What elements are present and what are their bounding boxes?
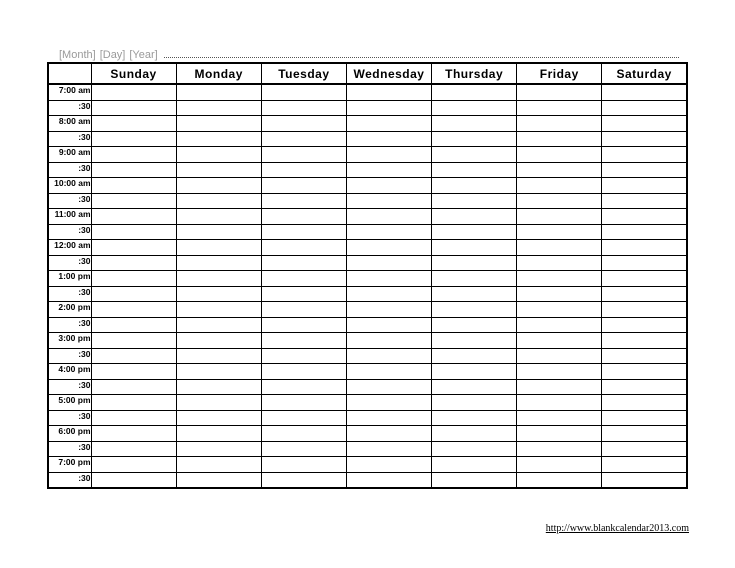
schedule-cell[interactable] — [432, 333, 517, 349]
schedule-cell[interactable] — [91, 395, 176, 411]
schedule-cell[interactable] — [602, 395, 687, 411]
schedule-cell[interactable] — [91, 379, 176, 395]
time-slot-row — [48, 147, 687, 163]
schedule-cell[interactable] — [176, 255, 261, 271]
day-header: Sunday — [91, 63, 176, 84]
schedule-cell[interactable] — [517, 100, 602, 116]
time-label: 11:00 am — [48, 209, 91, 225]
year-field[interactable]: [Year] — [129, 49, 158, 61]
time-slot-row — [48, 131, 687, 147]
time-label: :30 — [48, 255, 91, 271]
schedule-cell[interactable] — [602, 348, 687, 364]
time-slot-row — [48, 302, 687, 318]
schedule-cell[interactable] — [517, 209, 602, 225]
schedule-cell[interactable] — [91, 333, 176, 349]
schedule-cell[interactable] — [517, 302, 602, 318]
time-slot-row — [48, 224, 687, 240]
schedule-cell[interactable] — [432, 240, 517, 256]
time-slot-row — [48, 271, 687, 287]
schedule-cell[interactable] — [602, 224, 687, 240]
schedule-cell[interactable] — [517, 317, 602, 333]
schedule-cell[interactable] — [517, 426, 602, 442]
schedule-cell[interactable] — [432, 224, 517, 240]
time-slot-row — [48, 364, 687, 380]
schedule-cell[interactable] — [432, 116, 517, 132]
time-slot-row — [48, 116, 687, 132]
schedule-cell[interactable] — [261, 395, 346, 411]
time-label: :30 — [48, 410, 91, 426]
time-slot-row — [48, 240, 687, 256]
time-slot-row — [48, 286, 687, 302]
schedule-cell[interactable] — [517, 84, 602, 100]
schedule-cell[interactable] — [91, 131, 176, 147]
schedule-cell[interactable] — [602, 472, 687, 488]
schedule-cell[interactable] — [91, 348, 176, 364]
schedule-cell[interactable] — [346, 395, 431, 411]
schedule-cell[interactable] — [602, 100, 687, 116]
schedule-cell[interactable] — [517, 410, 602, 426]
time-label: 9:00 am — [48, 147, 91, 163]
schedule-cell[interactable] — [176, 178, 261, 194]
schedule-cell[interactable] — [602, 379, 687, 395]
schedule-cell[interactable] — [602, 209, 687, 225]
schedule-cell[interactable] — [517, 457, 602, 473]
schedule-cell[interactable] — [261, 100, 346, 116]
schedule-cell[interactable] — [346, 302, 431, 318]
time-slot-row — [48, 162, 687, 178]
schedule-cell[interactable] — [602, 364, 687, 380]
schedule-cell[interactable] — [432, 302, 517, 318]
time-label: :30 — [48, 317, 91, 333]
schedule-cell[interactable] — [176, 116, 261, 132]
time-label: :30 — [48, 379, 91, 395]
schedule-cell[interactable] — [602, 317, 687, 333]
schedule-cell[interactable] — [517, 286, 602, 302]
schedule-cell[interactable] — [432, 209, 517, 225]
schedule-cell[interactable] — [602, 131, 687, 147]
schedule-cell[interactable] — [176, 441, 261, 457]
schedule-cell[interactable] — [602, 178, 687, 194]
schedule-cell[interactable] — [91, 116, 176, 132]
schedule-cell[interactable] — [346, 147, 431, 163]
time-label: 2:00 pm — [48, 302, 91, 318]
time-label: 7:00 pm — [48, 457, 91, 473]
schedule-cell[interactable] — [432, 178, 517, 194]
schedule-cell[interactable] — [517, 472, 602, 488]
schedule-cell[interactable] — [176, 209, 261, 225]
schedule-cell[interactable] — [346, 255, 431, 271]
schedule-cell[interactable] — [517, 131, 602, 147]
schedule-cell[interactable] — [176, 224, 261, 240]
schedule-cell[interactable] — [91, 441, 176, 457]
schedule-cell[interactable] — [176, 348, 261, 364]
schedule-cell[interactable] — [91, 364, 176, 380]
schedule-cell[interactable] — [176, 162, 261, 178]
schedule-cell[interactable] — [432, 162, 517, 178]
schedule-cell[interactable] — [261, 131, 346, 147]
schedule-cell[interactable] — [91, 178, 176, 194]
time-label: 10:00 am — [48, 178, 91, 194]
schedule-cell[interactable] — [346, 286, 431, 302]
schedule-cell[interactable] — [91, 317, 176, 333]
time-slot-row — [48, 255, 687, 271]
schedule-cell[interactable] — [432, 379, 517, 395]
schedule-cell[interactable] — [176, 302, 261, 318]
time-label: :30 — [48, 441, 91, 457]
schedule-cell[interactable] — [602, 240, 687, 256]
time-label: :30 — [48, 224, 91, 240]
schedule-cell[interactable] — [346, 379, 431, 395]
schedule-cell[interactable] — [432, 255, 517, 271]
day-header: Thursday — [432, 63, 517, 84]
schedule-cell[interactable] — [176, 84, 261, 100]
schedule-cell[interactable] — [346, 317, 431, 333]
time-slot-row — [48, 209, 687, 225]
schedule-cell[interactable] — [346, 224, 431, 240]
schedule-cell[interactable] — [91, 240, 176, 256]
time-slot-row — [48, 441, 687, 457]
schedule-cell[interactable] — [517, 379, 602, 395]
schedule-cell[interactable] — [91, 426, 176, 442]
schedule-cell[interactable] — [432, 147, 517, 163]
schedule-cell[interactable] — [602, 457, 687, 473]
schedule-cell[interactable] — [91, 410, 176, 426]
time-slot-row — [48, 472, 687, 488]
schedule-cell[interactable] — [261, 178, 346, 194]
schedule-cell[interactable] — [261, 472, 346, 488]
schedule-cell[interactable] — [602, 426, 687, 442]
schedule-cell[interactable] — [432, 317, 517, 333]
day-header: Wednesday — [346, 63, 431, 84]
schedule-cell[interactable] — [517, 333, 602, 349]
schedule-cell[interactable] — [261, 457, 346, 473]
schedule-cell[interactable] — [346, 426, 431, 442]
schedule-cell[interactable] — [346, 131, 431, 147]
time-slot-row — [48, 193, 687, 209]
schedule-cell[interactable] — [91, 457, 176, 473]
schedule-cell[interactable] — [346, 333, 431, 349]
time-slot-row — [48, 317, 687, 333]
time-slot-row — [48, 379, 687, 395]
schedule-cell[interactable] — [517, 255, 602, 271]
schedule-cell[interactable] — [261, 379, 346, 395]
schedule-cell[interactable] — [346, 162, 431, 178]
schedule-cell[interactable] — [346, 209, 431, 225]
schedule-cell[interactable] — [261, 116, 346, 132]
schedule-cell[interactable] — [176, 457, 261, 473]
day-header-row — [48, 63, 687, 84]
time-label: 1:00 pm — [48, 271, 91, 287]
schedule-cell[interactable] — [261, 333, 346, 349]
schedule-cell[interactable] — [176, 240, 261, 256]
schedule-cell[interactable] — [91, 255, 176, 271]
schedule-cell[interactable] — [432, 395, 517, 411]
schedule-cell[interactable] — [602, 116, 687, 132]
schedule-cell[interactable] — [432, 457, 517, 473]
schedule-cell[interactable] — [602, 193, 687, 209]
schedule-cell[interactable] — [261, 348, 346, 364]
schedule-cell[interactable] — [176, 131, 261, 147]
day-header: Saturday — [602, 63, 687, 84]
time-label: 3:00 pm — [48, 333, 91, 349]
schedule-cell[interactable] — [346, 364, 431, 380]
schedule-cell[interactable] — [432, 364, 517, 380]
schedule-cell[interactable] — [432, 131, 517, 147]
schedule-cell[interactable] — [432, 348, 517, 364]
schedule-cell[interactable] — [602, 410, 687, 426]
schedule-cell[interactable] — [176, 271, 261, 287]
schedule-cell[interactable] — [602, 271, 687, 287]
time-slot-row — [48, 395, 687, 411]
schedule-cell[interactable] — [261, 441, 346, 457]
time-label: 7:00 am — [48, 84, 91, 100]
schedule-cell[interactable] — [517, 240, 602, 256]
schedule-cell[interactable] — [346, 348, 431, 364]
time-slot-row — [48, 333, 687, 349]
schedule-cell[interactable] — [517, 193, 602, 209]
schedule-cell[interactable] — [602, 333, 687, 349]
day-field[interactable]: [Day] — [99, 49, 126, 61]
month-field[interactable]: [Month] — [59, 49, 96, 61]
day-header: Friday — [517, 63, 602, 84]
schedule-cell[interactable] — [346, 116, 431, 132]
time-slot-row — [48, 100, 687, 116]
time-slot-row — [48, 348, 687, 364]
time-slot-row — [48, 457, 687, 473]
schedule-cell[interactable] — [517, 116, 602, 132]
schedule-cell[interactable] — [261, 286, 346, 302]
schedule-cell[interactable] — [346, 193, 431, 209]
schedule-cell[interactable] — [432, 271, 517, 287]
time-label: :30 — [48, 100, 91, 116]
schedule-cell[interactable] — [261, 302, 346, 318]
schedule-cell[interactable] — [346, 457, 431, 473]
schedule-cell[interactable] — [91, 302, 176, 318]
schedule-cell[interactable] — [91, 271, 176, 287]
schedule-cell[interactable] — [91, 209, 176, 225]
schedule-cell[interactable] — [176, 193, 261, 209]
schedule-cell[interactable] — [176, 317, 261, 333]
schedule-cell[interactable] — [602, 441, 687, 457]
schedule-cell[interactable] — [432, 84, 517, 100]
time-label: :30 — [48, 162, 91, 178]
schedule-cell[interactable] — [346, 271, 431, 287]
schedule-cell[interactable] — [176, 395, 261, 411]
schedule-cell[interactable] — [517, 271, 602, 287]
date-header — [59, 45, 679, 61]
time-label: :30 — [48, 348, 91, 364]
schedule-cell[interactable] — [432, 286, 517, 302]
time-label: 8:00 am — [48, 116, 91, 132]
schedule-cell[interactable] — [346, 472, 431, 488]
time-label: :30 — [48, 131, 91, 147]
schedule-cell[interactable] — [346, 410, 431, 426]
schedule-cell[interactable] — [602, 84, 687, 100]
day-header: Monday — [176, 63, 261, 84]
dotted-line — [164, 56, 679, 58]
schedule-cell[interactable] — [517, 178, 602, 194]
schedule-cell[interactable] — [602, 302, 687, 318]
schedule-cell[interactable] — [261, 410, 346, 426]
schedule-cell[interactable] — [517, 147, 602, 163]
schedule-cell[interactable] — [91, 162, 176, 178]
schedule-cell[interactable] — [261, 271, 346, 287]
time-slot-row — [48, 426, 687, 442]
schedule-cell[interactable] — [91, 100, 176, 116]
schedule-cell[interactable] — [517, 348, 602, 364]
schedule-cell[interactable] — [346, 100, 431, 116]
schedule-cell[interactable] — [261, 193, 346, 209]
time-label: :30 — [48, 193, 91, 209]
schedule-cell[interactable] — [602, 162, 687, 178]
schedule-cell[interactable] — [91, 84, 176, 100]
schedule-cell[interactable] — [602, 255, 687, 271]
schedule-cell[interactable] — [261, 162, 346, 178]
time-label: 12:00 am — [48, 240, 91, 256]
time-slot-row — [48, 178, 687, 194]
time-label: :30 — [48, 472, 91, 488]
time-label: 6:00 pm — [48, 426, 91, 442]
weekly-schedule-table — [47, 62, 688, 489]
schedule-cell[interactable] — [176, 364, 261, 380]
schedule-cell[interactable] — [91, 193, 176, 209]
schedule-cell[interactable] — [91, 472, 176, 488]
schedule-cell[interactable] — [432, 441, 517, 457]
schedule-body — [48, 84, 687, 488]
schedule-cell[interactable] — [176, 426, 261, 442]
schedule-cell[interactable] — [432, 100, 517, 116]
schedule-cell[interactable] — [346, 84, 431, 100]
time-slot-row — [48, 84, 687, 100]
schedule-cell[interactable] — [176, 333, 261, 349]
schedule-cell[interactable] — [261, 209, 346, 225]
schedule-cell[interactable] — [176, 147, 261, 163]
schedule-cell[interactable] — [176, 286, 261, 302]
website-link[interactable]: http://www.blankcalendar2013.com — [545, 523, 689, 534]
schedule-cell[interactable] — [261, 317, 346, 333]
schedule-cell[interactable] — [432, 193, 517, 209]
schedule-cell[interactable] — [517, 395, 602, 411]
schedule-cell[interactable] — [261, 364, 346, 380]
schedule-cell[interactable] — [261, 84, 346, 100]
schedule-cell[interactable] — [176, 410, 261, 426]
schedule-cell[interactable] — [602, 286, 687, 302]
schedule-cell[interactable] — [432, 472, 517, 488]
schedule-cell[interactable] — [91, 286, 176, 302]
schedule-cell[interactable] — [176, 100, 261, 116]
schedule-cell[interactable] — [261, 147, 346, 163]
schedule-cell[interactable] — [517, 224, 602, 240]
schedule-cell[interactable] — [602, 147, 687, 163]
time-slot-row — [48, 410, 687, 426]
schedule-cell[interactable] — [261, 224, 346, 240]
time-label: 4:00 pm — [48, 364, 91, 380]
day-header: Tuesday — [261, 63, 346, 84]
time-label: 5:00 pm — [48, 395, 91, 411]
schedule-cell[interactable] — [517, 441, 602, 457]
schedule-cell[interactable] — [346, 240, 431, 256]
schedule-cell[interactable] — [176, 472, 261, 488]
schedule-cell[interactable] — [261, 426, 346, 442]
schedule-cell[interactable] — [176, 379, 261, 395]
schedule-cell[interactable] — [261, 240, 346, 256]
schedule-cell[interactable] — [432, 426, 517, 442]
schedule-cell[interactable] — [517, 162, 602, 178]
schedule-cell[interactable] — [432, 410, 517, 426]
schedule-cell[interactable] — [261, 255, 346, 271]
schedule-cell[interactable] — [91, 147, 176, 163]
schedule-cell[interactable] — [91, 224, 176, 240]
schedule-cell[interactable] — [346, 441, 431, 457]
time-label: :30 — [48, 286, 91, 302]
schedule-cell[interactable] — [346, 178, 431, 194]
schedule-cell[interactable] — [517, 364, 602, 380]
time-column-header — [48, 63, 91, 84]
